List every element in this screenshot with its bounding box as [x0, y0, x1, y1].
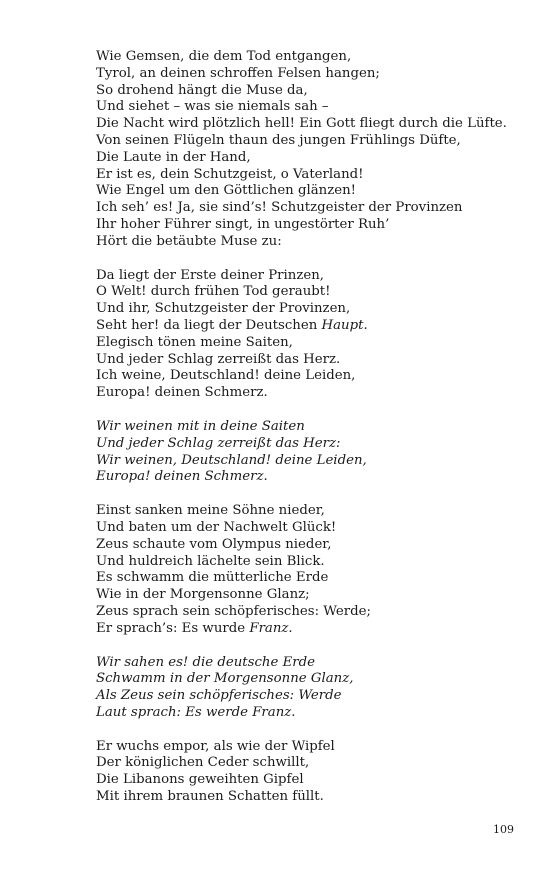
poem-line [96, 655, 516, 672]
poem-line [96, 167, 516, 184]
poem-line [96, 83, 516, 100]
stanza [96, 739, 516, 806]
text-segment: Wir weinen, Deutschland! deine Leiden, [96, 452, 367, 468]
stanza [96, 268, 516, 402]
text-segment: Und ihr, Schutzgeister der Provinzen, [96, 301, 351, 317]
text-segment: Europa! deinen Schmerz. [96, 385, 268, 401]
text-segment: Von seinen Flügeln thaun des jungen Frühlings Düfte, [96, 132, 461, 148]
text-segment: Und huldreich lächelte sein Blick. [96, 553, 325, 569]
poem-line [96, 200, 516, 217]
poem-line [96, 436, 516, 453]
italic-segment: Haupt. [321, 317, 368, 333]
poem-line [96, 570, 516, 587]
poem-line [96, 469, 516, 486]
text-segment: So drohend hängt die Muse da, [96, 82, 308, 98]
poem-line [96, 368, 516, 385]
text-segment: Schwamm in der Morgensonne Glanz, [96, 671, 354, 687]
text-segment: Ihr hoher Führer singt, in ungestörter Ruh’ [96, 216, 390, 232]
poem-line [96, 705, 516, 722]
stanza [96, 655, 516, 722]
poem-line [96, 217, 516, 234]
poem-text [96, 49, 516, 823]
text-segment: Er wuchs empor, als wie der Wipfel [96, 738, 335, 754]
text-segment: Hört die betäubte Muse zu: [96, 233, 282, 249]
poem-line [96, 755, 516, 772]
text-segment: Die Laute in der Hand, [96, 149, 251, 165]
text-segment: Der königlichen Ceder schwillt, [96, 755, 310, 771]
text-segment: Zeus schaute vom Olympus nieder, [96, 536, 332, 552]
poem-line [96, 503, 516, 520]
text-segment: O Welt! durch frühen Tod geraubt! [96, 284, 331, 300]
text-segment: Und siehet – was sie niemals sah – [96, 99, 329, 115]
poem-line [96, 66, 516, 83]
poem-line [96, 739, 516, 756]
text-segment: Einst sanken meine Söhne nieder, [96, 503, 325, 519]
poem-line [96, 183, 516, 200]
text-segment: Als Zeus sein schöpferisches: Werde [96, 688, 342, 704]
stanza [96, 503, 516, 637]
poem-line [96, 99, 516, 116]
poem-line [96, 385, 516, 402]
poem-line [96, 318, 516, 335]
text-segment: Ich seh’ es! Ja, sie sind’s! Schutzgeister der Provinzen [96, 200, 463, 216]
poem-line [96, 453, 516, 470]
italic-segment: Franz. [249, 620, 293, 636]
poem-line [96, 604, 516, 621]
text-segment: Laut sprach: Es werde Franz. [96, 704, 296, 720]
poem-line [96, 116, 516, 133]
text-segment: Europa! deinen Schmerz. [96, 469, 268, 485]
text-segment: Die Nacht wird plötzlich hell! Ein Gott fliegt durch die Lüfte. [96, 116, 507, 132]
stanza [96, 49, 516, 251]
poem-line [96, 520, 516, 537]
text-segment: Und baten um der Nachwelt Glück! [96, 519, 337, 535]
text-segment: Und jeder Schlag zerreißt das Herz: [96, 435, 341, 451]
poem-line [96, 352, 516, 369]
poem-line [96, 554, 516, 571]
stanza [96, 419, 516, 486]
text-segment: Da liegt der Erste deiner Prinzen, [96, 267, 324, 283]
poem-line [96, 772, 516, 789]
text-segment: Und jeder Schlag zerreißt das Herz. [96, 351, 341, 367]
text-segment: Mit ihrem braunen Schatten füllt. [96, 789, 324, 805]
text-segment: Wie Engel um den Göttlichen glänzen! [96, 183, 357, 199]
text-segment: Zeus sprach sein schöpferisches: Werde; [96, 603, 371, 619]
poem-line [96, 150, 516, 167]
page-number: 109 [493, 823, 514, 836]
text-segment: Die Libanons geweihten Gipfel [96, 772, 304, 788]
poem-line [96, 789, 516, 806]
poem-line [96, 301, 516, 318]
poem-line [96, 688, 516, 705]
text-segment: Tyrol, an deinen schroffen Felsen hangen; [96, 65, 380, 81]
poem-line [96, 284, 516, 301]
text-segment: Wir sahen es! die deutsche Erde [96, 654, 316, 670]
text-segment: Wie in der Morgensonne Glanz; [96, 587, 310, 603]
text-segment: Wie Gemsen, die dem Tod entgangen, [96, 49, 352, 64]
poem-line [96, 537, 516, 554]
text-segment: Elegisch tönen meine Saiten, [96, 334, 293, 350]
poem-line [96, 49, 516, 66]
text-segment: Seht her! da liegt der Deutschen [96, 317, 322, 333]
poem-line [96, 621, 516, 638]
poem-line [96, 587, 516, 604]
text-segment: Er sprach’s: Es wurde [96, 620, 250, 636]
poem-line [96, 234, 516, 251]
poem-line [96, 335, 516, 352]
poem-line [96, 419, 516, 436]
text-segment: Ich weine, Deutschland! deine Leiden, [96, 368, 356, 384]
text-segment: Er ist es, dein Schutzgeist, o Vaterland! [96, 166, 364, 182]
poem-line [96, 671, 516, 688]
text-segment: Wir weinen mit in deine Saiten [96, 418, 305, 434]
poem-line [96, 133, 516, 150]
poem-line [96, 268, 516, 285]
text-segment: Es schwamm die mütterliche Erde [96, 570, 329, 586]
